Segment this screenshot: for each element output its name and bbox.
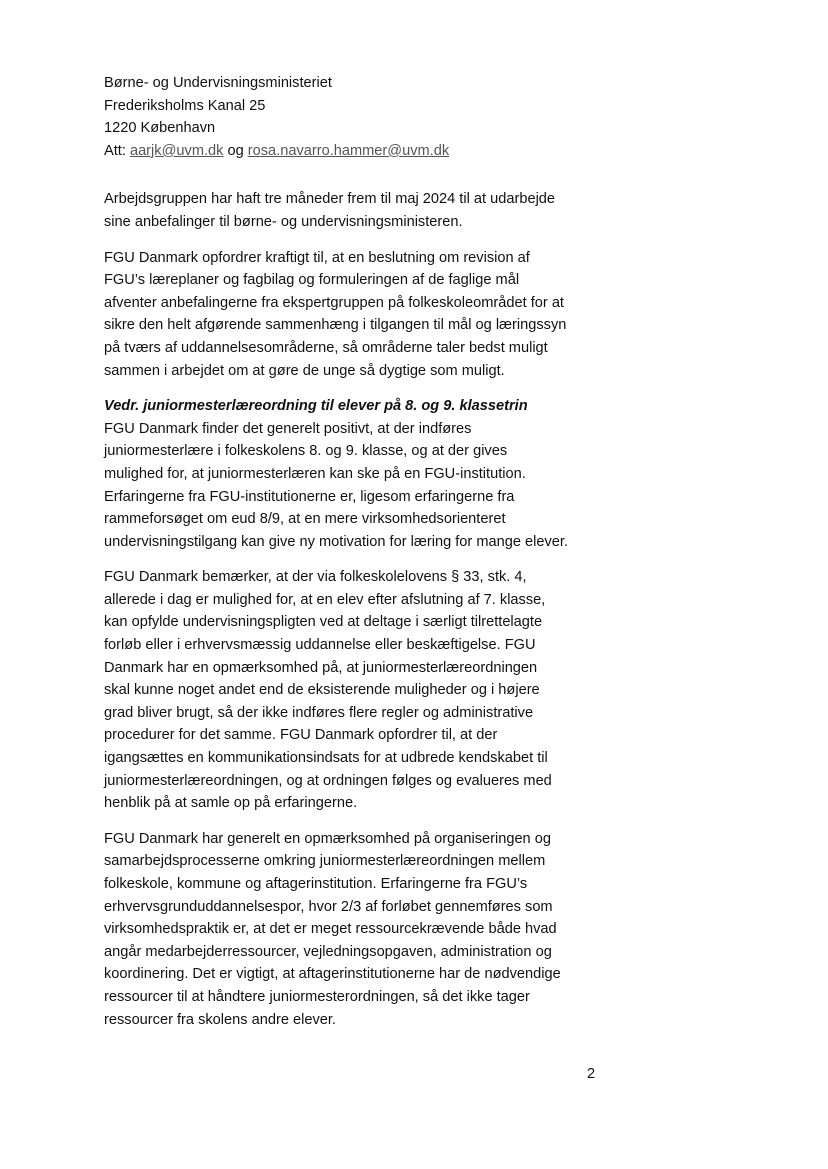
text-line: procedurer for det samme. FGU Danmark opfordrer til, at der <box>104 727 498 744</box>
address-line-city: 1220 København <box>104 120 216 137</box>
text-line: kan opfylde undervisningspligten ved at deltage i særligt tilrettelagte <box>104 614 543 631</box>
text-line: sine anbefalinger til børne- og undervisningsministeren. <box>104 213 463 230</box>
text-line: koordinering. Det er vigtigt, at aftagerinstitutionerne har de nødvendige <box>104 966 561 983</box>
text-line: ressourcer til at håndtere juniormesterordningen, så det ikke tager <box>104 988 530 1005</box>
text-line: FGU Danmark bemærker, at der via folkeskolelovens § 33, stk. 4, <box>104 569 527 586</box>
text-line: allerede i dag er mulighed for, at en elev efter afslutning af 7. klasse, <box>104 591 546 608</box>
address-line-ministry: Børne- og Undervisningsministeriet <box>104 75 332 91</box>
email-link-rosa[interactable]: rosa.navarro.hammer@uvm.dk <box>247 142 450 159</box>
paragraph-existing-options <box>104 566 604 815</box>
text-line: forløb eller i erhvervsmæssig uddannelse eller beskæftigelse. FGU <box>104 637 536 654</box>
text-line: Erfaringerne fra FGU-institutionerne er, ligesom erfaringerne fra <box>104 488 515 505</box>
paragraph-revision-request <box>104 247 604 383</box>
document-page <box>104 72 604 1031</box>
text-line: FGU Danmark har generelt en opmærksomhed på organiseringen og <box>104 830 551 847</box>
text-line: juniormesterlære i folkeskolens 8. og 9. klasse, og at der gives <box>104 443 508 460</box>
address-line-attention <box>104 140 604 163</box>
text-line: henblik på at samle op på erfaringerne. <box>104 795 358 812</box>
text-line: mulighed for, at juniormesterlæren kan ske på en FGU-institution. <box>104 465 526 482</box>
page-number: 2 <box>587 1066 596 1082</box>
text-line: igangsættes en kommunikationsindsats for at udbrede kendskabet til <box>104 750 548 767</box>
paragraph-working-group <box>104 188 604 233</box>
text-line: angår medarbejderressourcer, vejledningsopgaven, administration og <box>104 943 552 960</box>
text-line: på tværs af uddannelsesområderne, så områderne taler bedst muligt <box>104 339 548 356</box>
paragraph-junior-apprenticeship-positive <box>104 418 604 554</box>
text-line: grad bliver brugt, så der ikke indføres flere regler og administrative <box>104 704 534 721</box>
text-line: FGU Danmark finder det generelt positivt, at der indføres <box>104 420 472 437</box>
text-line: FGU’s læreplaner og fagbilag og formuleringen af de faglige mål <box>104 272 520 289</box>
text-line: juniormesterlæreordningen, og at ordningen følges og evalueres med <box>104 772 552 789</box>
text-line: skal kunne noget andet end de eksisterende muligheder og i højere <box>104 682 540 699</box>
text-line: sikre den helt afgørende sammenhæng i tilgangen til mål og læringssyn <box>104 317 567 334</box>
att-conjunction: og <box>223 142 248 159</box>
att-prefix: Att: <box>104 142 130 159</box>
text-line: sammen i arbejdet om at gøre de unge så dygtige som muligt. <box>104 362 505 379</box>
address-line-street: Frederiksholms Kanal 25 <box>104 97 266 114</box>
section-heading: Vedr. juniormesterlæreordning til elever på 8. og 9. klassetrin <box>104 398 528 415</box>
text-line: rammeforsøget om eud 8/9, at en mere virksomhedsorienteret <box>104 511 506 528</box>
text-line: folkeskole, kommune og aftagerinstitution. Erfaringerne fra FGU’s <box>104 876 528 892</box>
text-line: samarbejdsprocesserne omkring juniormesterlæreordningen mellem <box>104 853 546 870</box>
text-line: undervisningstilgang kan give ny motivation for læring for mange elever. <box>104 533 569 550</box>
text-line: erhvervsgrunduddannelsespor, hvor 2/3 af forløbet gennemføres som <box>104 898 553 915</box>
text-line: Danmark har en opmærksomhed på, at juniormesterlæreordningen <box>104 659 538 676</box>
text-line: afventer anbefalingerne fra ekspertgruppen på folkeskoleområdet for at <box>104 294 564 311</box>
text-line: Arbejdsgruppen har haft tre måneder frem til maj 2024 til at udarbejde <box>104 191 556 208</box>
text-line: ressourcer fra skolens andre elever. <box>104 1011 336 1028</box>
recipient-address <box>104 72 604 162</box>
text-line: virksomhedspraktik er, at det er meget ressourcekrævende både hvad <box>104 921 557 938</box>
paragraph-organisation-resources <box>104 828 604 1031</box>
email-link-aarjk[interactable]: aarjk@uvm.dk <box>129 142 224 159</box>
text-line: FGU Danmark opfordrer kraftigt til, at en beslutning om revision af <box>104 249 530 266</box>
